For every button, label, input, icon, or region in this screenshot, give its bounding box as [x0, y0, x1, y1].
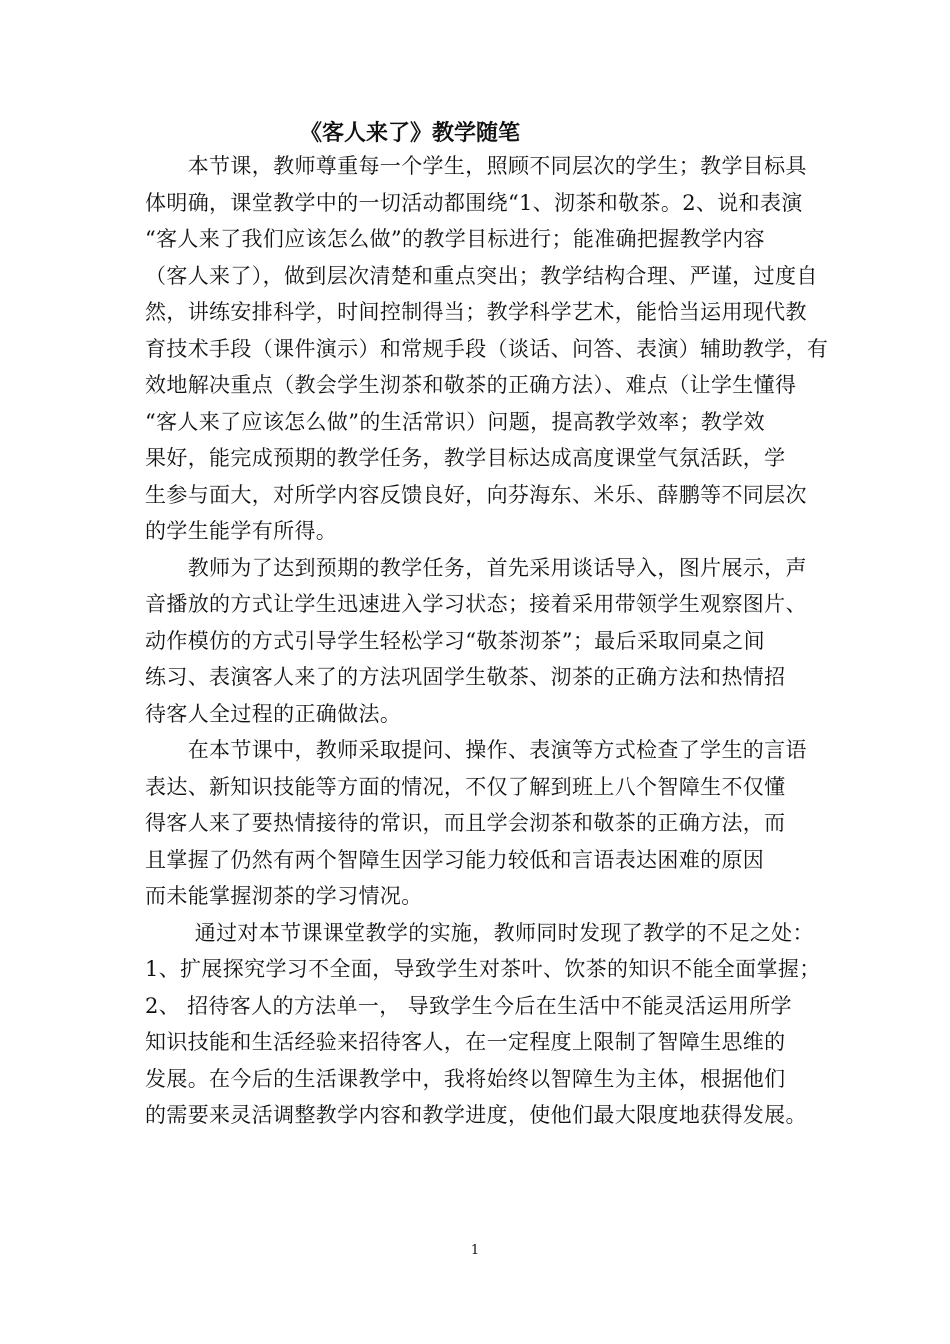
text-line: 表达、新知识技能等方面的情况，不仅了解到班上八个智障生不仅懂 — [145, 774, 786, 799]
text-line: 音播放的方式让学生迅速进入学习状态；接着采用带领学生观察图片、 — [145, 592, 807, 616]
text-line: “客人来了应该怎么做”的生活常识）问题，提高教学效率；教学效 — [145, 409, 765, 434]
text-line: 本节课，教师尊重每一个学生，照顾不同层次的学生；教学目标具 — [145, 154, 807, 178]
text-line: 教师为了达到预期的教学任务，首先采用谈话导入，图片展示，声 — [145, 555, 807, 580]
text-line: 育技术手段（课件演示）和常规手段（谈话、问答、表演）辅助教学，有 — [145, 336, 829, 361]
text-line: 练习、表演客人来了的方法巩固学生敬茶、沏茶的正确方法和热情招 — [145, 665, 786, 689]
text-line: 待客人全过程的正确做法。 — [145, 701, 402, 726]
document-body — [145, 148, 829, 1134]
text-line: 且掌握了仍然有两个智障生因学习能力较低和言语表达困难的原因 — [145, 847, 765, 872]
page-number: 1 — [470, 1243, 480, 1258]
text-line: “客人来了我们应该怎么做”的教学目标进行；能准确把握教学内容 — [145, 227, 765, 251]
text-line: 体明确，课堂教学中的一切活动都围绕“1、沏茶和敬茶。2、说和表演 — [145, 190, 803, 215]
text-line: 的需要来灵活调整教学内容和教学进度，使他们最大限度地获得发展。 — [145, 1103, 807, 1127]
text-line: 生参与面大，对所学内容反馈良好，向芬海东、米乐、薛鹏等不同层次 — [145, 482, 807, 507]
text-line: 通过对本节课课堂教学的实施，教师同时发现了教学的不足之处： — [145, 920, 814, 945]
text-line: （客人来了），做到层次清楚和重点突出；教学结构合理、严谨，过度自 — [145, 263, 818, 288]
text-line: 然，讲练安排科学，时间控制得当；教学科学艺术，能恰当运用现代教 — [145, 300, 807, 324]
text-line: 果好，能完成预期的教学任务，教学目标达成高度课堂气氛活跃，学 — [145, 446, 786, 470]
text-line: 的学生能学有所得。 — [145, 519, 338, 543]
text-line: 发展。在今后的生活课教学中，我将始终以智障生为主体，根据他们 — [145, 1066, 786, 1091]
text-line: 知识技能和生活经验来招待客人，在一定程度上限制了智障生思维的 — [145, 1030, 786, 1054]
text-line: 1、扩展探究学习不全面，导致学生对茶叶、饮茶的知识不能全面掌握； — [145, 957, 821, 981]
text-line: 得客人来了要热情接待的常识，而且学会沏茶和敬茶的正确方法，而 — [145, 811, 786, 835]
text-line: 而未能掌握沏茶的学习情况。 — [145, 884, 423, 908]
text-line: 2、 招待客人的方法单一， 导致学生今后在生活中不能灵活运用所学 — [145, 993, 792, 1018]
document-title: 《客人来了》教学随笔 — [300, 121, 521, 146]
text-line: 效地解决重点（教会学生沏茶和敬茶的正确方法）、难点（让学生懂得 — [145, 373, 797, 397]
text-line: 在本节课中，教师采取提问、操作、表演等方式检查了学生的言语 — [145, 738, 807, 762]
text-line: 动作模仿的方式引导学生轻松学习“敬茶沏茶”；最后采取同桌之间 — [145, 628, 765, 653]
